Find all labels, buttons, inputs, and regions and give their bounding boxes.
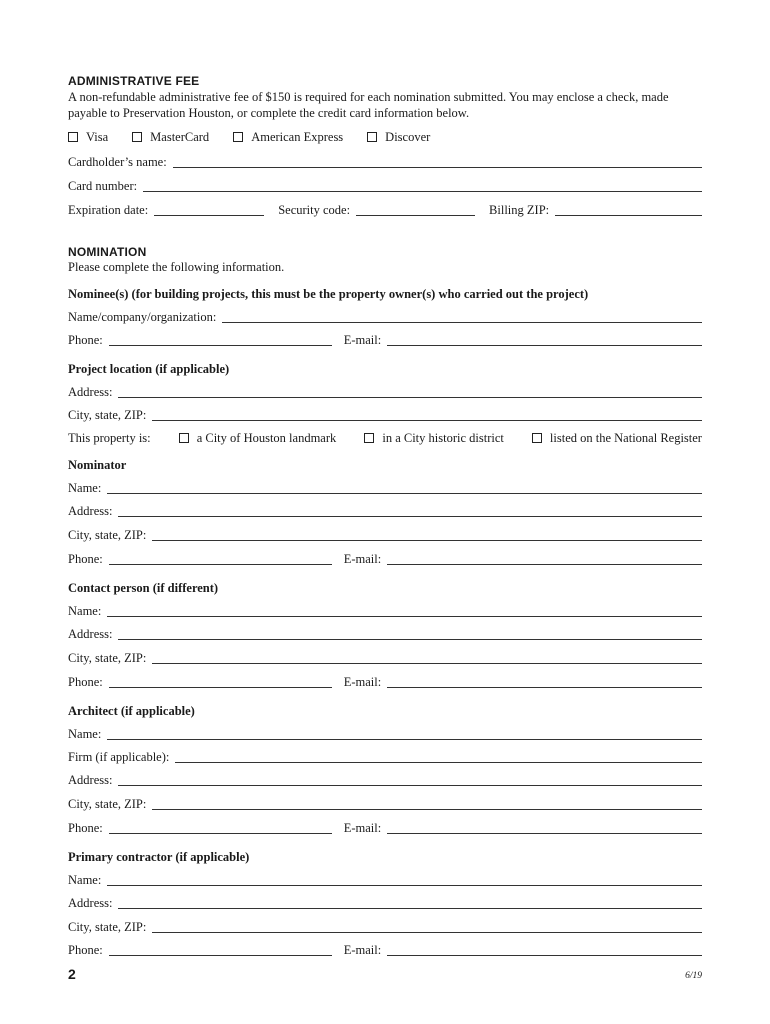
- project-title: Project location (if applicable): [68, 362, 230, 376]
- architect-title: Architect (if applicable): [68, 704, 195, 718]
- contact-email-label: E-mail:: [343, 675, 382, 689]
- nominator-phone-field[interactable]: [109, 552, 332, 565]
- landmark-option[interactable]: a City of Houston landmark: [179, 431, 337, 446]
- expiration-field[interactable]: [154, 203, 264, 216]
- architect-phone-field[interactable]: [109, 821, 332, 834]
- discover-option[interactable]: Discover: [367, 130, 430, 145]
- contractor-address-label: Address:: [68, 896, 113, 910]
- nominee-title: Nominee(s) (for building projects, this must be the property owner(s) who carried out the project): [68, 287, 589, 301]
- billing-zip-field[interactable]: [555, 203, 702, 216]
- historic-district-option[interactable]: in a City historic district: [364, 431, 504, 446]
- nominee-contact-row: [68, 332, 702, 348]
- contractor-name-field[interactable]: [107, 873, 702, 886]
- card-type-options: [68, 129, 702, 145]
- checkbox-icon[interactable]: [68, 132, 78, 142]
- contact-email-field[interactable]: [387, 675, 702, 688]
- checkbox-icon[interactable]: [367, 132, 377, 142]
- national-register-option[interactable]: listed on the National Register: [532, 431, 702, 446]
- architect-address-field[interactable]: [118, 773, 702, 786]
- property-status-row: [68, 430, 702, 446]
- architect-phone-label: Phone:: [68, 821, 103, 835]
- architect-email-label: E-mail:: [343, 821, 382, 835]
- contractor-email-label: E-mail:: [343, 943, 382, 957]
- nominator-name-field[interactable]: [107, 481, 702, 494]
- checkbox-icon[interactable]: [179, 433, 189, 443]
- contact-phone-row: [68, 674, 702, 690]
- architect-address-label: Address:: [68, 773, 113, 787]
- nominee-email-field[interactable]: [387, 333, 702, 346]
- cardholder-row: [68, 154, 702, 170]
- checkbox-icon[interactable]: [532, 433, 542, 443]
- checkbox-icon[interactable]: [364, 433, 374, 443]
- architect-firm-label: Firm (if applicable):: [68, 750, 170, 764]
- nominator-address-label: Address:: [68, 504, 113, 518]
- nomination-heading: NOMINATION: [68, 245, 147, 259]
- nominator-name-row: [68, 480, 702, 496]
- contractor-city-row: [68, 919, 702, 935]
- contact-phone-field[interactable]: [109, 675, 332, 688]
- card-number-row: [68, 178, 702, 194]
- architect-city-label: City, state, ZIP:: [68, 797, 147, 811]
- visa-option[interactable]: Visa: [68, 130, 108, 145]
- architect-name-row: [68, 726, 702, 742]
- cardholder-field[interactable]: [173, 155, 702, 168]
- nominator-email-label: E-mail:: [343, 552, 382, 566]
- project-city-row: [68, 407, 702, 423]
- contractor-phone-field[interactable]: [109, 943, 332, 956]
- architect-name-field[interactable]: [107, 727, 702, 740]
- contact-city-row: [68, 650, 702, 666]
- contact-phone-label: Phone:: [68, 675, 103, 689]
- contact-address-row: [68, 626, 702, 642]
- project-city-field[interactable]: [152, 408, 702, 421]
- nominator-city-label: City, state, ZIP:: [68, 528, 147, 542]
- contact-address-label: Address:: [68, 627, 113, 641]
- card-number-field[interactable]: [143, 179, 702, 192]
- contractor-title: Primary contractor (if applicable): [68, 850, 250, 864]
- contractor-phone-row: [68, 942, 702, 958]
- contractor-city-label: City, state, ZIP:: [68, 920, 147, 934]
- architect-firm-field[interactable]: [175, 750, 702, 763]
- nominator-email-field[interactable]: [387, 552, 702, 565]
- nominator-title: Nominator: [68, 458, 127, 472]
- architect-address-row: [68, 772, 702, 788]
- contractor-address-field[interactable]: [118, 896, 702, 909]
- architect-email-field[interactable]: [387, 821, 702, 834]
- architect-name-label: Name:: [68, 727, 102, 741]
- project-address-field[interactable]: [118, 385, 702, 398]
- checkbox-icon[interactable]: [233, 132, 243, 142]
- checkbox-icon[interactable]: [132, 132, 142, 142]
- nomination-intro: Please complete the following information.: [68, 260, 285, 274]
- nominator-city-row: [68, 527, 702, 543]
- nominator-address-field[interactable]: [118, 504, 702, 517]
- nominee-phone-label: Phone:: [68, 333, 103, 347]
- project-city-label: City, state, ZIP:: [68, 408, 147, 422]
- nominator-contact-row: [68, 551, 702, 567]
- contractor-phone-label: Phone:: [68, 943, 103, 957]
- nominator-name-label: Name:: [68, 481, 102, 495]
- expiration-row: [68, 202, 702, 218]
- architect-city-row: [68, 796, 702, 812]
- contact-address-field[interactable]: [118, 627, 702, 640]
- nominee-email-label: E-mail:: [343, 333, 382, 347]
- nominee-name-label: Name/company/organization:: [68, 310, 217, 324]
- project-address-label: Address:: [68, 385, 113, 399]
- nominee-name-field[interactable]: [222, 310, 702, 323]
- cardholder-label: Cardholder’s name:: [68, 155, 167, 169]
- contractor-address-row: [68, 895, 702, 911]
- contact-name-row: [68, 603, 702, 619]
- page-number: 2: [68, 966, 76, 982]
- architect-city-field[interactable]: [152, 797, 702, 810]
- mastercard-option[interactable]: MasterCard: [132, 130, 209, 145]
- card-number-label: Card number:: [68, 179, 138, 193]
- contractor-email-field[interactable]: [387, 943, 702, 956]
- contact-city-label: City, state, ZIP:: [68, 651, 147, 665]
- fee-text: A non-refundable administrative fee of $150 is required for each nomination submitted. You may enclose a check, made payable to Preservation Houston, or complete the credit card information below.: [68, 90, 669, 120]
- nominee-phone-field[interactable]: [109, 333, 332, 346]
- nominator-phone-label: Phone:: [68, 552, 103, 566]
- property-label: This property is:: [68, 430, 151, 445]
- contractor-name-label: Name:: [68, 873, 102, 887]
- billing-zip-label: Billing ZIP:: [489, 203, 550, 217]
- nominee-name-row: [68, 309, 702, 325]
- contact-name-label: Name:: [68, 604, 102, 618]
- security-label: Security code:: [278, 203, 351, 217]
- contractor-name-row: [68, 872, 702, 888]
- contact-city-field[interactable]: [152, 651, 702, 664]
- nominator-address-row: [68, 503, 702, 519]
- nominator-city-field[interactable]: [152, 528, 702, 541]
- contractor-city-field[interactable]: [152, 920, 702, 933]
- amex-option[interactable]: American Express: [233, 130, 343, 145]
- project-address-row: [68, 384, 702, 400]
- security-field[interactable]: [356, 203, 475, 216]
- expiration-label: Expiration date:: [68, 203, 149, 217]
- contact-name-field[interactable]: [107, 604, 702, 617]
- architect-firm-row: [68, 749, 702, 765]
- architect-phone-row: [68, 820, 702, 836]
- fee-heading: ADMINISTRATIVE FEE: [68, 74, 200, 88]
- contact-title: Contact person (if different): [68, 581, 219, 595]
- revision-date: 6/19: [685, 971, 702, 981]
